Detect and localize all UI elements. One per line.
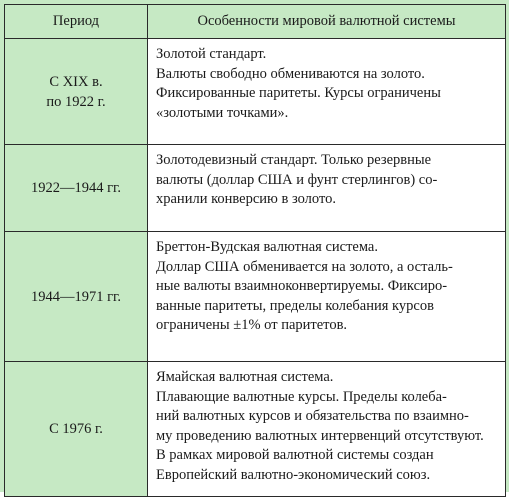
period-cell [5, 232, 148, 362]
description-line: В рамках мировой валютной системы создан [156, 447, 434, 463]
table-header-row [5, 5, 506, 39]
table-row [5, 362, 506, 497]
description-cell [148, 362, 506, 497]
description-line: Доллар США обменивается на золото, а осталь- [156, 258, 453, 275]
description-cell [148, 39, 506, 145]
period-line: С XIX в. [49, 73, 103, 90]
period-cell [5, 145, 148, 232]
table-row [5, 39, 506, 145]
header-period: Период [5, 5, 148, 39]
description-cell [148, 145, 506, 232]
period-cell [5, 362, 148, 497]
description-line: Фиксированные паритеты. Курсы ограничены [156, 85, 441, 101]
description-line: «золотыми точками». [156, 104, 289, 121]
period-cell [5, 39, 148, 145]
description-line: хранили конверсию в золото. [156, 191, 336, 207]
description-line: ний валютных курсов и обязательства по взаимно- [156, 408, 469, 424]
description-line: Европейский валютно-экономический союз. [156, 466, 431, 483]
description-line: Бреттон-Вудская валютная система. [156, 239, 378, 255]
description-line: ванные паритеты, пределы колебания курсов [156, 297, 434, 314]
period-line: по 1922 г. [46, 93, 106, 110]
description-line: Валюты свободно обмениваются на золото. [156, 65, 425, 82]
header-features: Особенности мировой валютной системы [148, 5, 506, 39]
period-line: 1944—1971 гг. [30, 288, 121, 305]
description-line: Ямайская валютная система. [156, 369, 334, 385]
table-row [5, 232, 506, 362]
description-cell [148, 232, 506, 362]
period-line: С 1976 г. [49, 421, 103, 437]
period-line: 1922—1944 гг. [30, 180, 121, 196]
description-line: валюты (доллар США и фунт стерлингов) со- [156, 171, 438, 188]
table-row [5, 145, 506, 232]
description-line: Золотой стандарт. [156, 46, 267, 62]
currency-systems-table [4, 4, 506, 497]
description-line: Плавающие валютные курсы. Пределы колеба- [156, 388, 447, 405]
description-line: му проведению валютных интервенций отсутствуют. [156, 427, 484, 444]
description-line: ные валюты взаимноконвертируемы. Фиксиро- [156, 278, 448, 294]
description-line: Золотодевизный стандарт. Только резервные [156, 152, 432, 168]
description-line: ограничены ±1% от паритетов. [156, 317, 348, 333]
